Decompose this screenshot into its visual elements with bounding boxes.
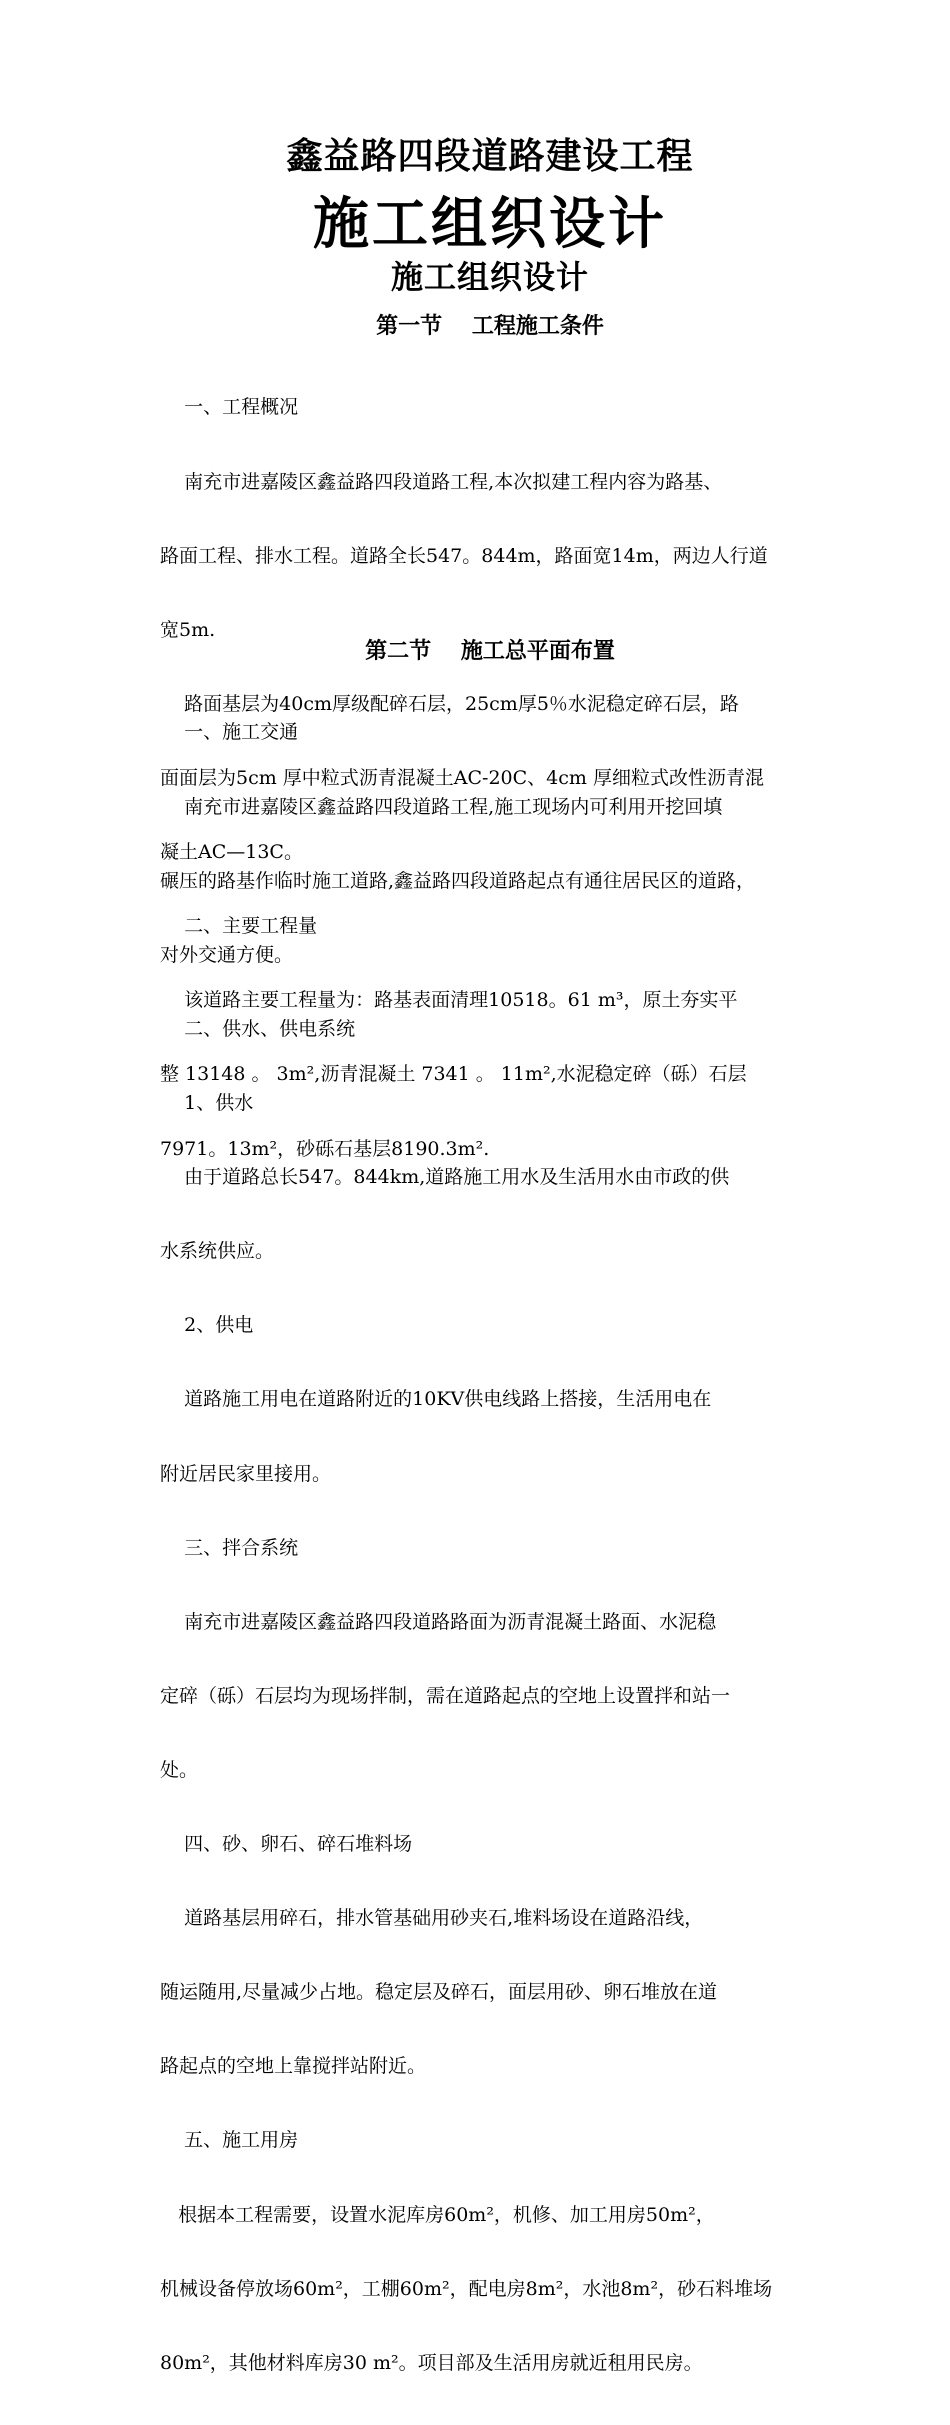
text-line: 该道路主要工程量为：路基表面清理10518。61 m³，原土夯实平 — [160, 989, 738, 1012]
text-line: 碾压的路基作临时施工道路,鑫益路四段道路起点有通往居民区的道路， — [160, 869, 756, 892]
text-line: 对外交通方便。 — [160, 943, 294, 966]
document-subtitle: 施工组织设计 — [313, 191, 667, 257]
section-1-heading: 第一节 工程施工条件 — [376, 313, 604, 339]
text-line: 随运随用,尽量减少占地。稳定层及碎石，面层用砂、卵石堆放在道 — [160, 1981, 718, 2004]
text-line: 面面层为5cm 厚中粒式沥青混凝土AC-20C、4cm 厚细粒式改性沥青混 — [160, 766, 764, 789]
text-line: 整 13148 。 3m²,沥青混凝土 7341 。 11m²,水泥稳定碎（砾）石层 — [160, 1063, 747, 1086]
chapter-heading: 施工组织设计 — [390, 258, 589, 296]
text-line: 凝土AC—13C。 — [160, 841, 303, 864]
text-line: 附近居民家里接用。 — [160, 1462, 332, 1485]
section-2-heading: 第二节 施工总平面布置 — [365, 638, 615, 664]
text-line: 定碎（砾）石层均为现场拌制，需在道路起点的空地上设置拌和站一 — [160, 1684, 731, 1707]
document-title: 鑫益路四段道路建设工程 — [286, 135, 694, 177]
text-line: 道路施工用电在道路附近的10KV供电线路上搭接，生活用电在 — [160, 1388, 712, 1411]
text-line: 一、工程概况 — [160, 396, 299, 419]
text-line: 二、主要工程量 — [160, 915, 318, 938]
section-2-body — [160, 671, 860, 2425]
text-line: 南充市进嘉陵区鑫益路四段道路工程,本次拟建工程内容为路基、 — [160, 470, 723, 493]
text-line: 路面基层为40cm厚级配碎石层，25cm厚5％水泥稳定碎石层，路 — [160, 692, 739, 715]
text-line: 7971。13m²，砂砾石基层8190.3m². — [160, 1137, 490, 1160]
text-line: 2、供电 — [160, 1314, 254, 1337]
text-line: 80m²，其他材料库房30 m²。项目部及生活用房就近租用民房。 — [160, 2351, 703, 2374]
text-line: 南充市进嘉陵区鑫益路四段道路工程,施工现场内可利用开挖回填 — [160, 795, 723, 818]
text-line: 水系统供应。 — [160, 1240, 275, 1263]
text-line: 宽5m. — [160, 618, 216, 641]
text-line: 1、供水 — [160, 1091, 254, 1114]
text-line: 四、砂、卵石、碎石堆料场 — [160, 1833, 413, 1856]
text-line: 五、施工用房 — [160, 2129, 299, 2152]
text-line: 道路基层用碎石，排水管基础用砂夹石,堆料场设在道路沿线， — [160, 1907, 704, 1930]
text-line: 由于道路总长547。844km,道路施工用水及生活用水由市政的供 — [160, 1166, 730, 1189]
text-line: 处。 — [160, 1758, 199, 1781]
text-line: 路起点的空地上靠搅拌站附近。 — [160, 2055, 427, 2078]
text-line: 三、拌合系统 — [160, 1536, 299, 1559]
text-line: 南充市进嘉陵区鑫益路四段道路路面为沥青混凝土路面、水泥稳 — [160, 1610, 717, 1633]
text-line: 根据本工程需要，设置水泥库房60m²，机修、加工用房50m²， — [160, 2203, 715, 2226]
text-line: 机械设备停放场60m²，工棚60m²，配电房8m²，水池8m²，砂石料堆场 — [160, 2277, 773, 2300]
text-line: 一、施工交通 — [160, 721, 299, 744]
text-line: 路面工程、排水工程。道路全长547。844m，路面宽14m，两边人行道 — [160, 544, 768, 567]
text-line: 二、供水、供电系统 — [160, 1017, 356, 1040]
